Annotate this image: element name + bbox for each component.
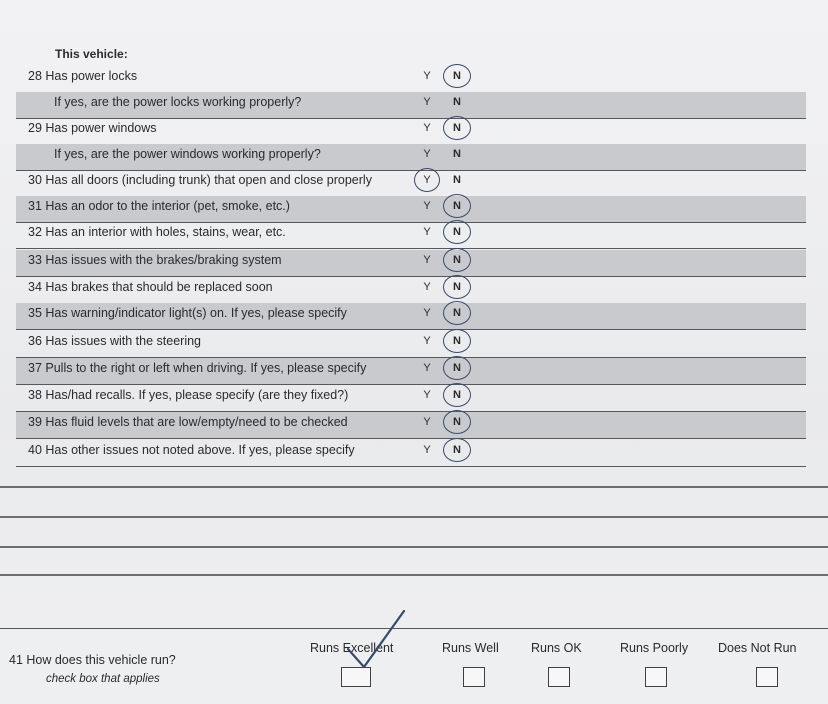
question-41-box <box>0 628 828 704</box>
answer-circle-mark <box>443 194 471 218</box>
answer-no[interactable]: N <box>453 281 461 293</box>
answer-no[interactable]: N <box>453 307 461 319</box>
question-row <box>16 440 806 467</box>
question-text: If yes, are the power windows working properly? <box>54 147 321 161</box>
answer-no[interactable]: N <box>453 174 461 186</box>
answer-yes[interactable]: Y <box>423 281 431 293</box>
checkbox-runs-ok[interactable] <box>548 667 570 687</box>
question-row <box>16 303 806 330</box>
question-row <box>16 222 806 249</box>
checkbox-runs-well[interactable] <box>463 667 485 687</box>
blank-line-4 <box>0 574 828 576</box>
checkbox-runs-poorly[interactable] <box>645 667 667 687</box>
answer-yes[interactable]: Y <box>423 389 431 401</box>
answer-no[interactable]: N <box>453 70 461 82</box>
answer-no[interactable]: N <box>453 416 461 428</box>
checkbox-does-not-run[interactable] <box>756 667 778 687</box>
form-heading: This vehicle: <box>55 47 128 61</box>
question-text: 40 Has other issues not noted above. If yes, please specify <box>28 443 355 457</box>
blank-line-2 <box>0 516 828 518</box>
question-row <box>16 250 806 277</box>
question-row <box>16 358 806 385</box>
answer-yes[interactable]: Y <box>423 362 431 374</box>
answer-no[interactable]: N <box>453 254 461 266</box>
answer-no[interactable]: N <box>453 226 461 238</box>
question-text: 37 Pulls to the right or left when driving. If yes, please specify <box>28 361 367 375</box>
row-rule <box>16 466 806 468</box>
question-41-text: 41 How does this vehicle run? <box>9 653 176 667</box>
answer-yes[interactable]: Y <box>423 226 431 238</box>
blank-line-3 <box>0 546 828 548</box>
question-text: 33 Has issues with the brakes/braking system <box>28 253 282 267</box>
question-row <box>16 331 806 358</box>
question-text: 29 Has power windows <box>28 121 157 135</box>
question-text: 38 Has/had recalls. If yes, please specify (are they fixed?) <box>28 388 349 402</box>
question-text: 30 Has all doors (including trunk) that open and close properly <box>28 173 372 187</box>
answer-yes[interactable]: Y <box>423 122 431 134</box>
answer-no[interactable]: N <box>453 389 461 401</box>
question-text: 28 Has power locks <box>28 69 138 83</box>
answer-yes[interactable]: Y <box>423 335 431 347</box>
answer-yes[interactable]: Y <box>423 96 431 108</box>
answer-yes[interactable]: Y <box>423 416 431 428</box>
answer-circle-mark <box>443 383 471 407</box>
answer-circle-mark <box>443 410 471 434</box>
answer-circle-mark <box>443 64 471 88</box>
answer-circle-mark <box>443 275 471 299</box>
answer-circle-mark <box>443 220 471 244</box>
answer-no[interactable]: N <box>453 200 461 212</box>
answer-circle-mark <box>443 329 471 353</box>
option-label-runs-well: Runs Well <box>442 641 499 655</box>
option-label-runs-poorly: Runs Poorly <box>620 641 689 655</box>
answer-yes[interactable]: Y <box>423 444 431 456</box>
answer-no[interactable]: N <box>453 444 461 456</box>
option-label-runs-excellent: Runs Excellent <box>310 641 394 655</box>
answer-yes[interactable]: Y <box>423 70 431 82</box>
handwritten-checkmark-icon <box>338 603 408 673</box>
answer-yes[interactable]: Y <box>423 148 431 160</box>
question-41-subtext: check box that applies <box>46 673 160 685</box>
answer-circle-mark <box>443 116 471 140</box>
option-label-runs-ok: Runs OK <box>531 641 582 655</box>
answer-yes[interactable]: Y <box>423 254 431 266</box>
answer-yes[interactable]: Y <box>423 174 431 186</box>
answer-no[interactable]: N <box>453 122 461 134</box>
question-text: 36 Has issues with the steering <box>28 334 202 348</box>
answer-yes[interactable]: Y <box>423 307 431 319</box>
question-text: 35 Has warning/indicator light(s) on. If yes, please specify <box>28 306 347 320</box>
question-text: If yes, are the power locks working properly? <box>54 95 302 109</box>
answer-circle-mark <box>443 301 471 325</box>
answer-circle-mark <box>443 248 471 272</box>
question-text: 31 Has an odor to the interior (pet, smoke, etc.) <box>28 199 290 213</box>
option-label-does-not-run: Does Not Run <box>718 641 797 655</box>
answer-no[interactable]: N <box>453 148 461 160</box>
answer-circle-mark <box>414 168 440 192</box>
question-row <box>16 385 806 412</box>
answer-circle-mark <box>443 438 471 462</box>
question-text: 39 Has fluid levels that are low/empty/need to be checked <box>28 415 348 429</box>
answer-yes[interactable]: Y <box>423 200 431 212</box>
question-text: 34 Has brakes that should be replaced soon <box>28 280 273 294</box>
question-text: 32 Has an interior with holes, stains, wear, etc. <box>28 225 286 239</box>
blank-line-1 <box>0 486 828 488</box>
answer-no[interactable]: N <box>453 335 461 347</box>
answer-no[interactable]: N <box>453 96 461 108</box>
answer-no[interactable]: N <box>453 362 461 374</box>
answer-circle-mark <box>443 356 471 380</box>
question-row <box>16 412 806 439</box>
